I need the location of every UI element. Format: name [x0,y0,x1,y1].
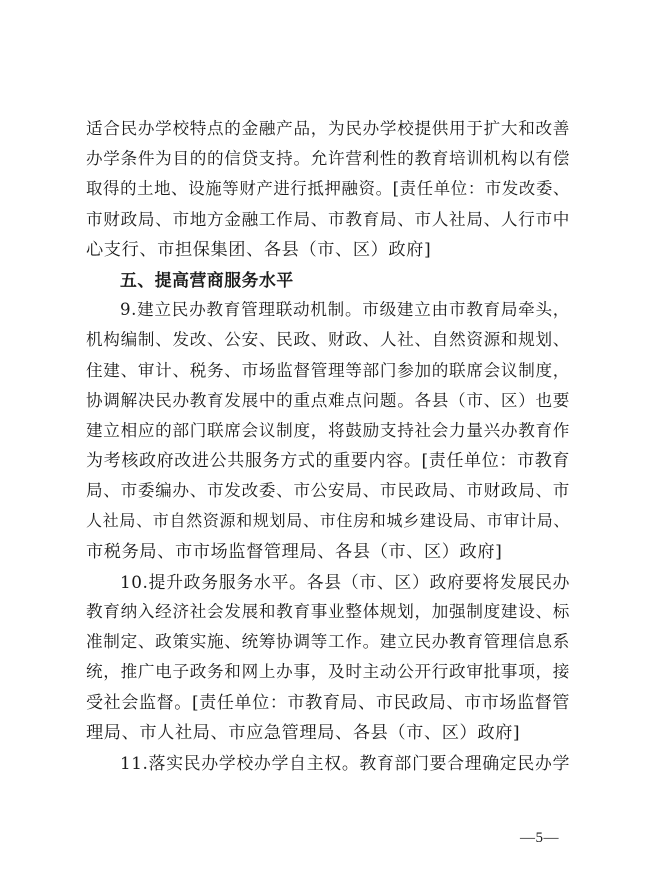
paragraph-line: 住建、审计、税务、市场监督管理等部门参加的联席会议制度， [86,360,570,380]
paragraph-line: 局、市委编办、市发改委、市公安局、市民政局、市财政局、市 [86,481,570,501]
paragraph-line: 9.建立民办教育管理联动机制。市级建立由市教育局牵头， [120,300,570,320]
paragraph-line: 心支行、市担保集团、各县（市、区）政府] [86,239,432,260]
page-number: —5— [520,830,559,846]
document-body [86,114,570,778]
paragraph-line: 为考核政府改进公共服务方式的重要内容。[责任单位：市教育 [86,451,570,472]
paragraph-line: 市税务局、市市场监督管理局、各县（市、区）政府] [86,541,503,562]
paragraph-line: 人社局、市自然资源和规划局、市住房和城乡建设局、市审计局、 [86,511,570,531]
paragraph-line: 受社会监督。[责任单位：市教育局、市民政局、市市场监督管 [86,692,570,713]
paragraph-line: 10.提升政务服务水平。各县（市、区）政府要将发展民办 [120,571,570,592]
section-heading: 五、提高营商服务水平 [120,269,294,290]
paragraph-line: 统，推广电子政务和网上办事，及时主动公开行政审批事项，接 [86,662,570,682]
paragraph-line: 准制定、政策实施、统筹协调等工作。建立民办教育管理信息系 [86,632,570,652]
paragraph-line: 适合民办学校特点的金融产品，为民办学校提供用于扩大和改善 [86,119,570,138]
paragraph-line: 11.落实民办学校办学自主权。教育部门要合理确定民办学 [120,752,570,773]
paragraph-line: 理局、市人社局、市应急管理局、各县（市、区）政府] [86,722,521,743]
paragraph-line: 协调解决民办教育发展中的重点难点问题。各县（市、区）也要 [86,390,570,410]
paragraph-line: 建立相应的部门联席会议制度，将鼓励支持社会力量兴办教育作 [86,420,570,440]
paragraph-line: 市财政局、市地方金融工作局、市教育局、市人社局、人行市中 [86,209,570,229]
paragraph-line: 教育纳入经济社会发展和教育事业整体规划，加强制度建设、标 [86,602,570,621]
paragraph-line: 取得的土地、设施等财产进行抵押融资。[责任单位：市发改委、 [86,179,570,199]
paragraph-line: 机构编制、发改、公安、民政、财政、人社、自然资源和规划、 [86,330,570,350]
paragraph-line: 办学条件为目的的信贷支持。允许营利性的教育培训机构以有偿 [86,149,570,169]
